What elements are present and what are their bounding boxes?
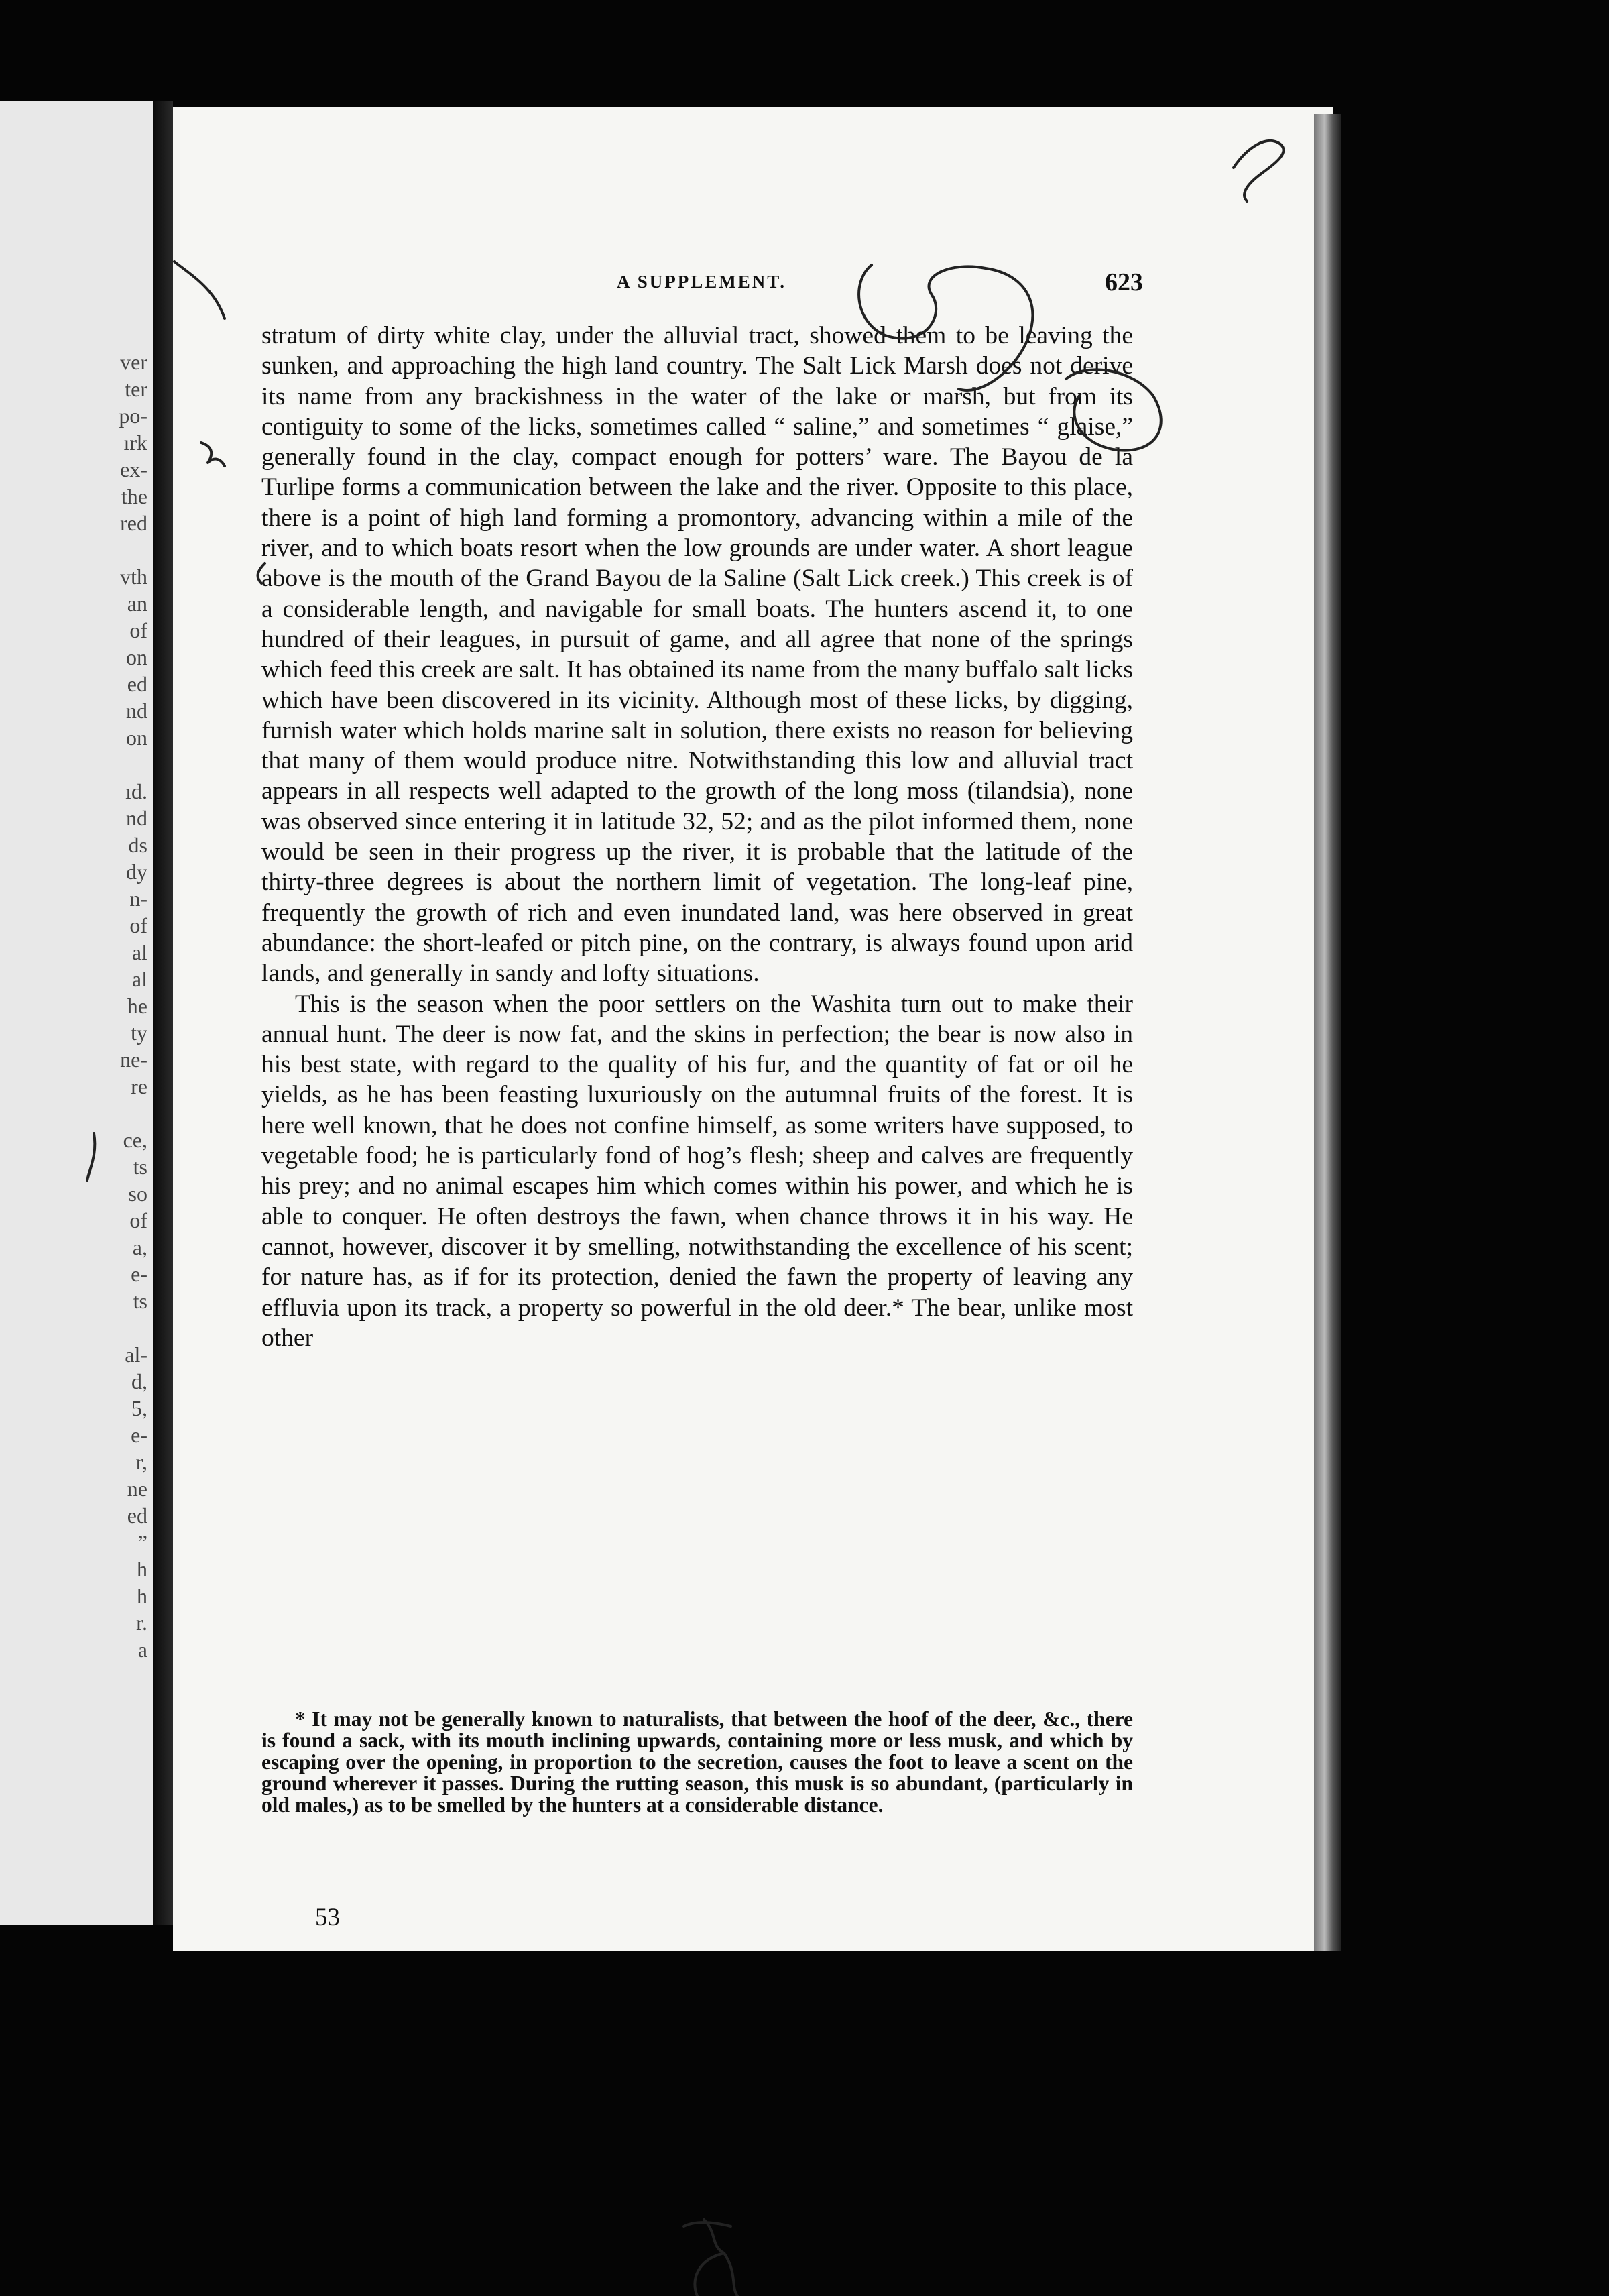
left-page-fragment: ırk bbox=[123, 431, 147, 455]
left-page-fragment: h bbox=[137, 1584, 147, 1608]
left-page-fragment: of bbox=[129, 1208, 147, 1232]
paragraph-1: stratum of dirty white clay, under the alluvial tract, showed them to be leaving the sunken, and approaching the high land country. The Salt Lick Marsh does not derive its name from any brackishness in the water of the lake or marsh, but from its contiguity to some of the licks, sometimes called “ saline,” and sometimes “ glaise,” generally found in the clay, compact enough for potters’ ware. The Bayou de la Turlipe forms a communication between the lake and the river. Opposite to this place, there is a point of high land forming a promontory, advancing within a mile of the river, and to which boats resort when the low grounds are under water. A short league above is the mouth of the Grand Bayou de la Saline (Salt Lick creek.) This creek is of a considerable length, and navigable for small boats. The hunters ascend it, to one hundred of their leagues, in pursuit of game, and all agree that none of the springs which feed this creek are salt. It has obtained its name from the many buffalo salt licks which have been discovered in its vicinity. Although most of these licks, by digging, furnish water which holds marine salt in solution, there exists no reason for believing that many of them would produce nitre. Notwithstanding this low and alluvial tract appears in all respects well adapted to the growth of the long moss (tilandsia), none was observed since entering it in latitude 32, 52; and as the pilot informed them, none would be seen in their progress up the river, it is probable that the latitude of the thirty-three degrees is about the northern limit of vegetation. The long-leaf pine, frequently the growth of rich and even inundated land, was here observed in great abundance: the short-leafed or pitch pine, on the contrary, is always found upon arid lands, and generally in sandy and lofty situations. bbox=[261, 322, 1133, 988]
left-page-fragment: r, bbox=[135, 1450, 147, 1474]
left-page-fragment: ce, bbox=[123, 1128, 147, 1152]
pen-stroke-left bbox=[87, 1133, 95, 1180]
left-page-fragment: al- bbox=[125, 1342, 147, 1367]
left-page-fragment: po- bbox=[119, 404, 147, 428]
pen-mark-left-top bbox=[174, 262, 225, 319]
left-page-fragment: on bbox=[126, 645, 147, 669]
left-page-fragment: al bbox=[131, 967, 147, 991]
pen-squiggle-topright bbox=[1234, 141, 1284, 201]
page-number: 623 bbox=[1105, 268, 1143, 296]
left-page-fragment: r. bbox=[136, 1611, 147, 1635]
left-page-fragment: an bbox=[127, 591, 147, 616]
left-page-fragment: ne bbox=[127, 1477, 147, 1501]
left-page-fragment: ty bbox=[131, 1021, 147, 1045]
left-page-fragment: dy bbox=[126, 860, 147, 884]
footnote: * It may not be generally known to naturalists, that between the hoof of the deer, &c., there is found a sack, with its mouth inclining upwards, containing more or less musk, and which by escaping over the opening, in proportion to the secretion, causes the foot to leave a scent on the ground wherever it passes. During the rutting season, this musk is so abundant, (particularly in old males,) as to be smelled by the hunters at a considerable distance. bbox=[261, 1707, 1133, 1817]
left-page-fragment: e- bbox=[131, 1423, 147, 1447]
left-page-fragment: e- bbox=[131, 1262, 147, 1286]
left-page-fragment: n- bbox=[129, 886, 147, 911]
left-page-fragment: red bbox=[120, 511, 147, 535]
left-page-fragment: ver bbox=[120, 350, 147, 374]
left-page-fragment: ed bbox=[127, 672, 147, 696]
left-page-fragment: ds bbox=[128, 833, 147, 857]
left-page-fragment: 5, bbox=[131, 1396, 147, 1420]
left-page-fragment: a, bbox=[132, 1235, 147, 1259]
left-page-fragment: vth bbox=[120, 565, 147, 589]
left-page-fragment: a bbox=[137, 1638, 147, 1662]
left-page-fragment: ts bbox=[133, 1289, 147, 1313]
left-page-fragment: ” bbox=[137, 1530, 147, 1554]
paragraph-2: This is the season when the poor settlers on the Washita turn out to make their annual hunt. The deer is now fat, and the skins in perfection; the bear is now also in his best state, with regard to the quality of his fur, and the quantity of fat or oil he yields, as he has been feasting luxuriously on the autumnal fruits of the forest. It is here well known, that he does not confine himself, as some writers have supposed, to vegetable food; he is particularly fond of hog’s flesh; sheep and calves are frequently his prey; and no animal escapes him which comes within his power, and which he is able to conquer. He often destroys the fawn, when chance throws it in his way. He cannot, however, discover it by smelling, notwithstanding the excellence of his scent; for nature has, as if for its protection, denied the fawn the property of leaving any effluvia upon its track, a property so powerful in the old deer.* The bear, unlike most other bbox=[261, 990, 1133, 1352]
left-page-fragment: the bbox=[121, 484, 147, 508]
left-page-fragment: nd bbox=[126, 699, 147, 723]
left-page-fragment: ed bbox=[127, 1503, 147, 1528]
left-page-fragment: h bbox=[137, 1557, 147, 1581]
pen-tail-bottom bbox=[695, 2220, 737, 2296]
left-page-fragment: on bbox=[126, 726, 147, 750]
left-page-fragment: nd bbox=[126, 806, 147, 830]
left-page-fragment: ıd. bbox=[125, 779, 147, 803]
signature-mark: 53 bbox=[315, 1904, 340, 1931]
left-page-fragment: he bbox=[127, 994, 147, 1018]
left-page-fragment: so bbox=[128, 1182, 147, 1206]
left-page-fragment: ter bbox=[125, 377, 147, 401]
left-page-fragment: d, bbox=[131, 1369, 147, 1393]
left-page-fragment: of bbox=[129, 913, 147, 937]
running-head-title: A SUPPLEMENT. bbox=[617, 272, 787, 292]
left-page-fragment: of bbox=[129, 618, 147, 642]
left-page-fragment: ts bbox=[133, 1155, 147, 1179]
pen-loop-top bbox=[859, 265, 1032, 390]
left-page-fragment: re bbox=[131, 1074, 147, 1098]
pen-bracket-left bbox=[258, 563, 265, 583]
left-page-fragment: ex- bbox=[120, 457, 147, 481]
left-page-fragment: al bbox=[131, 940, 147, 964]
left-page-fragment: ne- bbox=[120, 1047, 147, 1072]
pen-circle-right bbox=[1066, 369, 1161, 450]
pen-arrow-left bbox=[201, 443, 225, 466]
